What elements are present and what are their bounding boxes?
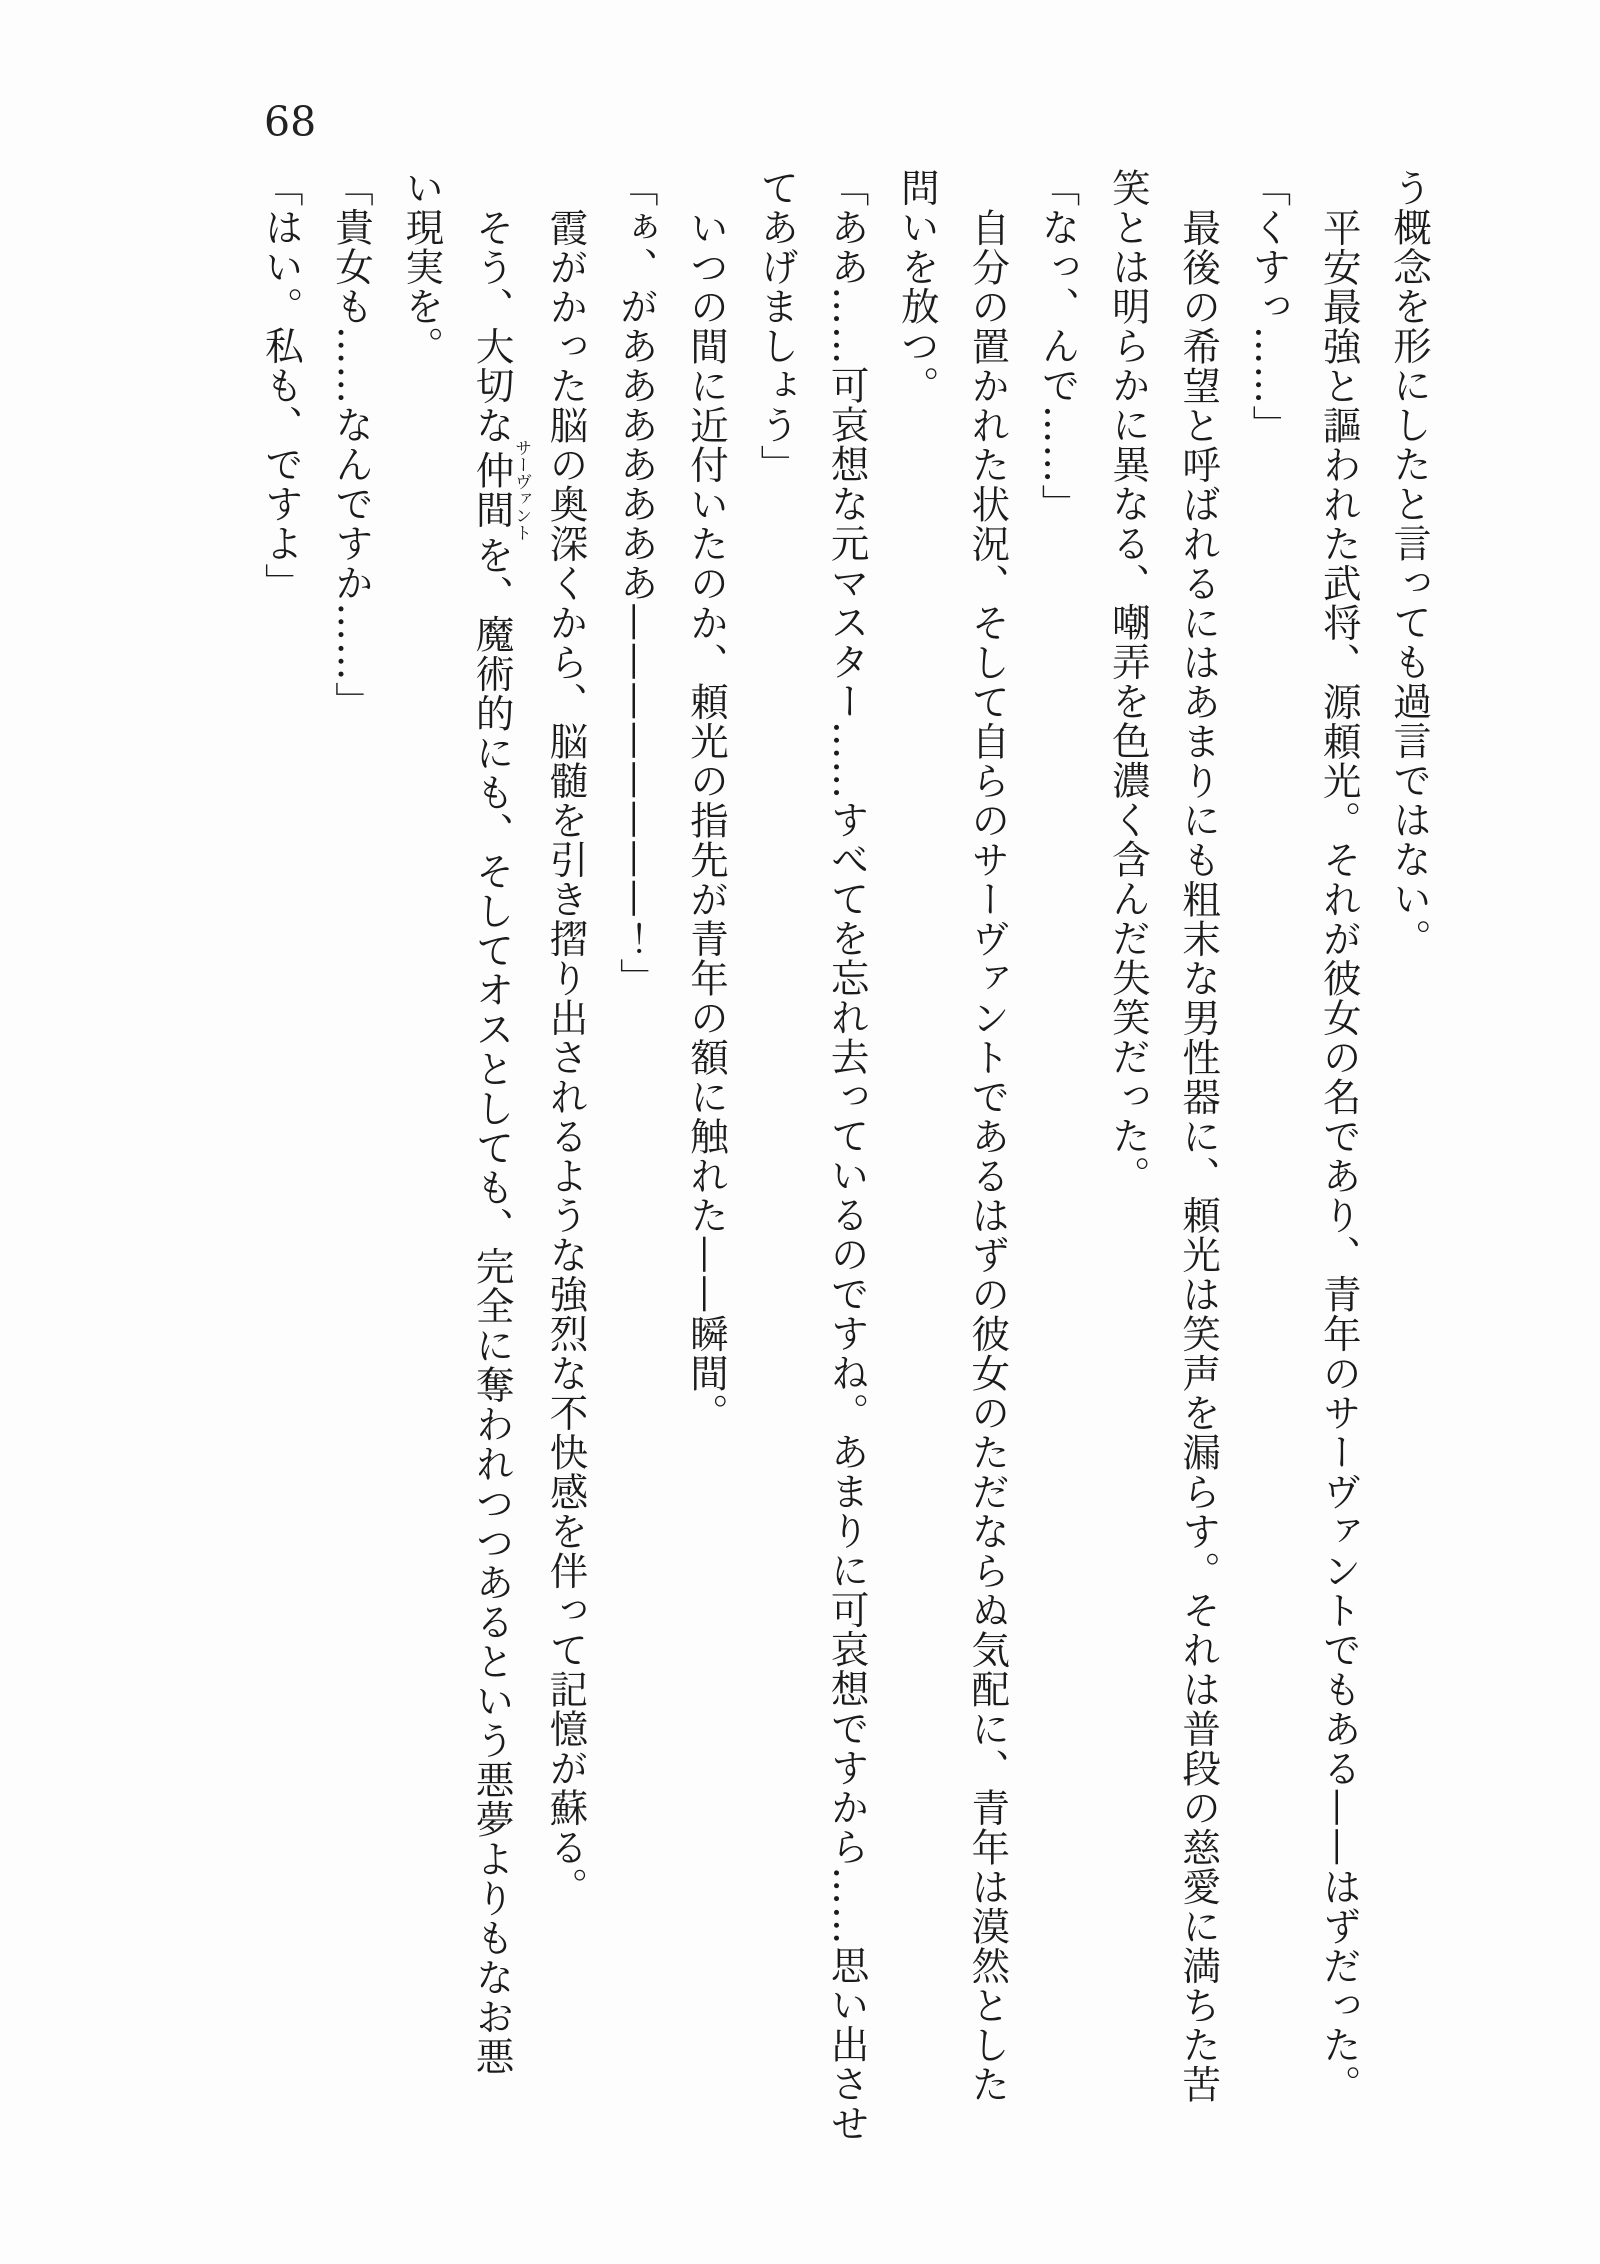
text-column: う概念を形にしたと言っても過言ではない。 (1387, 168, 1432, 958)
text-column: 笑とは明らかに異なる、嘲弄を色濃く含んだ失笑だった。 (1105, 168, 1151, 1195)
text-column: いつの間に近付いたのか、頼光の指先が青年の額に触れた——瞬間。 (684, 208, 730, 1433)
text-column: 「くすっ……」 (1246, 168, 1292, 445)
text-segment: を、魔術的にも、そしてオスとしても、完全に奪われつつあるという悪夢よりもなお悪 (469, 535, 515, 2076)
text-segment: そう、大切な (469, 208, 515, 445)
text-column: 「なっ、んで……」 (1035, 168, 1081, 524)
furigana-ruby (469, 439, 532, 542)
text-column: 平安最強と謳われた武将、源頼光。それが彼女の名であり、青年のサーヴァントでもある——はずだった。 (1316, 208, 1362, 2104)
page-number: 68 (264, 98, 317, 146)
text-column: 「はい。私も、ですよ」 (258, 168, 304, 603)
ruby-text: サーヴァント (511, 439, 532, 542)
text-column: 霞がかった脳の奥深くから、脳髄を引き摺り出されるような強烈な不快感を伴って記憶が蘇る。 (543, 208, 589, 1907)
text-column: 「ぁ、があああああああ————————！」 (613, 168, 659, 998)
ruby-base: 仲間 (469, 439, 515, 542)
vertical-text-block (245, 168, 1444, 2168)
text-column: い現実を。 (399, 168, 445, 366)
text-column: 自分の置かれた状況、そして自らのサーヴァントであるはずの彼女のただならぬ気配に、青年は漠然とした (965, 208, 1011, 2104)
text-column: 「ああ……可哀想な元マスター……すべてを忘れ去っているのですね。あまりに可哀想ですから……思い出させ (824, 168, 870, 2143)
text-column: 最後の希望と呼ばれるにはあまりにも粗末な男性器に、頼光は笑声を漏らす。それは普段の慈愛に満ちた苦 (1176, 208, 1222, 2104)
text-column-with-furigana (456, 168, 530, 2168)
text-column: 問いを放つ。 (894, 168, 940, 405)
text-column: 「貴女も……なんですか……」 (329, 168, 375, 721)
text-column: てあげましょう」 (754, 168, 800, 484)
